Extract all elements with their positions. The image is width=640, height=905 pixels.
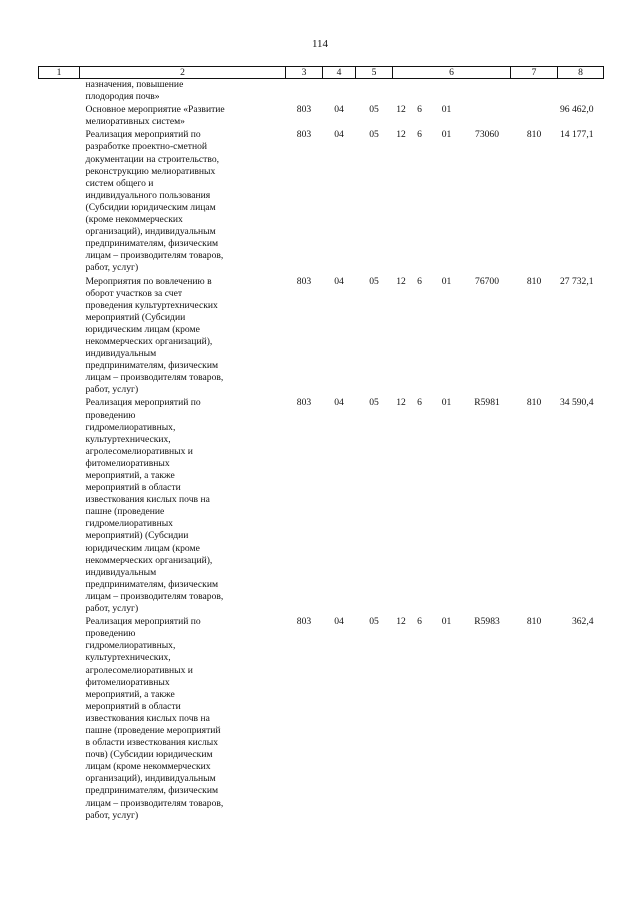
description-line: мероприятий, а также <box>85 470 175 481</box>
description-line: работ, услуг) <box>85 603 139 615</box>
table-row <box>39 79 604 104</box>
cell-subprogram-code: 6 <box>417 616 422 628</box>
cell-subsection-code: 05 <box>369 397 379 409</box>
description-line: пашне (проведение <box>85 506 165 518</box>
description-line: предпринимателям, физическим <box>85 238 219 250</box>
cell-subsection-code <box>356 79 393 104</box>
description-line: проведения культуртехнических <box>85 299 218 311</box>
header-col-7: 7 <box>511 67 558 79</box>
description-line: индивидуального пользования <box>85 189 211 201</box>
cell-ministry-code: 803 <box>296 104 312 116</box>
description-line: Реализация мероприятий по <box>85 129 201 141</box>
description-line: некоммерческих организаций), <box>85 554 213 566</box>
budget-table-sheet <box>38 66 603 822</box>
description-line: оборот участков за счет <box>85 287 183 299</box>
description-line: культуртехнических, <box>85 652 171 664</box>
description-line: Основное мероприятие «Развитие <box>85 104 225 116</box>
cell-expense-type <box>511 103 558 128</box>
cell-description <box>80 128 286 274</box>
cell-section-code: 04 <box>334 129 344 141</box>
cell-description <box>80 103 286 128</box>
description-line: в области известкования кислых <box>85 737 219 749</box>
description-line: плодородия почв» <box>85 91 160 103</box>
cell-direction-code: R5981 <box>474 397 500 409</box>
cell-number <box>39 103 80 128</box>
cell-amount: 14 177,1 <box>559 129 594 141</box>
cell-expense-type: 810 <box>526 275 542 287</box>
cell-section-code <box>323 79 356 104</box>
header-col-8: 8 <box>558 67 604 79</box>
cell-subsection-code: 05 <box>369 616 379 628</box>
description-line: мелиоративных систем» <box>85 116 185 128</box>
cell-subprogram-code: 6 <box>417 275 422 287</box>
table-row <box>39 275 604 397</box>
description-line: лицам – производителям товаров, <box>85 372 224 384</box>
description-line: Реализация мероприятий по <box>85 397 201 409</box>
cell-direction-code <box>464 103 511 128</box>
description-line: культуртехнических, <box>85 433 171 445</box>
description-line: мероприятий (Субсидии <box>85 311 186 323</box>
description-line: индивидуальным <box>85 348 157 360</box>
cell-ministry-code: 803 <box>296 275 312 287</box>
cell-expense-type: 810 <box>526 397 542 409</box>
table-row <box>39 615 604 822</box>
cell-direction-code: R5983 <box>474 616 500 628</box>
description-line: (Субсидии юридическим лицам <box>85 201 216 213</box>
description-line: лицам – производителям товаров, <box>85 590 224 602</box>
cell-amount <box>558 79 604 104</box>
cell-direction-code: 76700 <box>475 275 500 287</box>
description-line: реконструкцию мелиоративных <box>85 165 216 177</box>
cell-expense-type: 810 <box>526 129 542 141</box>
cell-description <box>80 275 286 397</box>
cell-subsection-code: 05 <box>369 104 379 116</box>
cell-subprogram-code: 6 <box>417 397 422 409</box>
description-line: фитомелиоративных <box>85 457 170 469</box>
cell-event-code: 01 <box>441 129 452 141</box>
cell-number <box>39 396 80 615</box>
cell-section-code: 04 <box>334 275 344 287</box>
cell-amount: 362,4 <box>571 616 594 628</box>
description-line: фитомелиоративных <box>85 676 170 688</box>
description-line: работ, услуг) <box>85 262 139 274</box>
cell-subprogram-code <box>410 79 430 104</box>
cell-program-code: 12 <box>396 129 406 141</box>
cell-amount: 96 462,0 <box>559 104 594 116</box>
cell-expense-type <box>511 79 558 104</box>
description-line: лицам (кроме некоммерческих <box>85 761 211 773</box>
description-line: мероприятий) (Субсидии <box>85 530 189 542</box>
table-body <box>39 79 604 822</box>
description-line: известкования кислых почв на <box>85 494 210 506</box>
cell-program-code: 12 <box>396 275 406 287</box>
cell-number <box>39 128 80 274</box>
description-line: мероприятий, а также <box>85 688 175 700</box>
cell-ministry-code: 803 <box>296 129 312 141</box>
header-col-5: 5 <box>356 67 393 79</box>
cell-ministry-code: 803 <box>296 616 312 628</box>
description-line: разработке проектно-сметной <box>85 141 208 153</box>
cell-amount: 27 732,1 <box>559 275 594 287</box>
description-line: мероприятий в области <box>85 482 181 494</box>
cell-event-code: 01 <box>441 275 452 287</box>
cell-section-code: 04 <box>334 616 344 628</box>
description-line: юридическим лицам (кроме <box>85 323 200 335</box>
table-row <box>39 103 604 128</box>
cell-program-code: 12 <box>396 397 406 409</box>
table-row <box>39 128 604 274</box>
description-line: систем общего и <box>85 177 154 189</box>
header-col-6: 6 <box>393 67 511 79</box>
description-line: лицам – производителям товаров, <box>85 250 224 262</box>
description-line: документации на строительство, <box>85 153 220 165</box>
cell-subprogram-code: 6 <box>417 129 422 141</box>
cell-subsection-code: 05 <box>369 275 379 287</box>
description-line: некоммерческих организаций), <box>85 335 213 347</box>
description-line: работ, услуг) <box>85 384 139 396</box>
budget-table <box>38 66 604 822</box>
description-line: известкования кислых почв на <box>85 712 210 724</box>
cell-event-code: 01 <box>441 104 452 116</box>
description-line: предпринимателям, физическим <box>85 785 219 797</box>
description-line: гидромелиоративных <box>85 518 173 530</box>
cell-number <box>39 79 80 104</box>
cell-program-code: 12 <box>396 616 406 628</box>
description-line: агролесомелиоративных и <box>85 445 193 457</box>
description-line: почв) (Субсидии юридическим <box>85 749 213 761</box>
description-line: организаций), индивидуальным <box>85 226 216 238</box>
description-line: пашне (проведение мероприятий <box>85 724 221 736</box>
cell-direction-code: 73060 <box>475 129 500 141</box>
cell-event-code: 01 <box>441 616 452 628</box>
cell-section-code: 04 <box>334 104 344 116</box>
cell-event-code <box>430 79 464 104</box>
cell-section-code: 04 <box>334 397 344 409</box>
header-col-3: 3 <box>286 67 323 79</box>
cell-ministry-code: 803 <box>296 397 312 409</box>
cell-program-code <box>393 79 410 104</box>
cell-program-code: 12 <box>396 104 406 116</box>
description-line: индивидуальным <box>85 566 157 578</box>
cell-description <box>80 615 286 822</box>
cell-event-code: 01 <box>441 397 452 409</box>
cell-description <box>80 79 286 104</box>
description-line: Мероприятия по вовлечению в <box>85 275 212 287</box>
description-line: лицам – производителям товаров, <box>85 797 224 809</box>
header-col-4: 4 <box>323 67 356 79</box>
cell-expense-type: 810 <box>526 616 542 628</box>
description-line: гидромелиоративных, <box>85 421 176 433</box>
cell-number <box>39 275 80 397</box>
table-row <box>39 396 604 615</box>
cell-amount: 34 590,4 <box>559 397 594 409</box>
description-line: предпринимателям, физическим <box>85 360 219 372</box>
header-col-1: 1 <box>39 67 80 79</box>
cell-number <box>39 615 80 822</box>
description-line: юридическим лицам (кроме <box>85 542 200 554</box>
cell-description <box>80 396 286 615</box>
description-line: назначения, повышение <box>85 79 184 90</box>
cell-subsection-code: 05 <box>369 129 379 141</box>
cell-direction-code <box>464 79 511 104</box>
description-line: работ, услуг) <box>85 809 139 821</box>
description-line: агролесомелиоративных и <box>85 664 193 676</box>
description-line: Реализация мероприятий по <box>85 616 201 628</box>
description-line: гидромелиоративных, <box>85 640 176 652</box>
header-col-2: 2 <box>80 67 286 79</box>
cell-ministry-code <box>286 79 323 104</box>
description-line: проведению <box>85 628 136 640</box>
description-line: (кроме некоммерческих <box>85 214 183 226</box>
description-line: предпринимателям, физическим <box>85 578 219 590</box>
page-number: 114 <box>311 38 329 50</box>
header-row <box>39 67 604 79</box>
description-line: организаций), индивидуальным <box>85 773 216 785</box>
cell-subprogram-code: 6 <box>417 104 422 116</box>
description-line: проведению <box>85 409 136 421</box>
description-line: мероприятий в области <box>85 700 181 712</box>
